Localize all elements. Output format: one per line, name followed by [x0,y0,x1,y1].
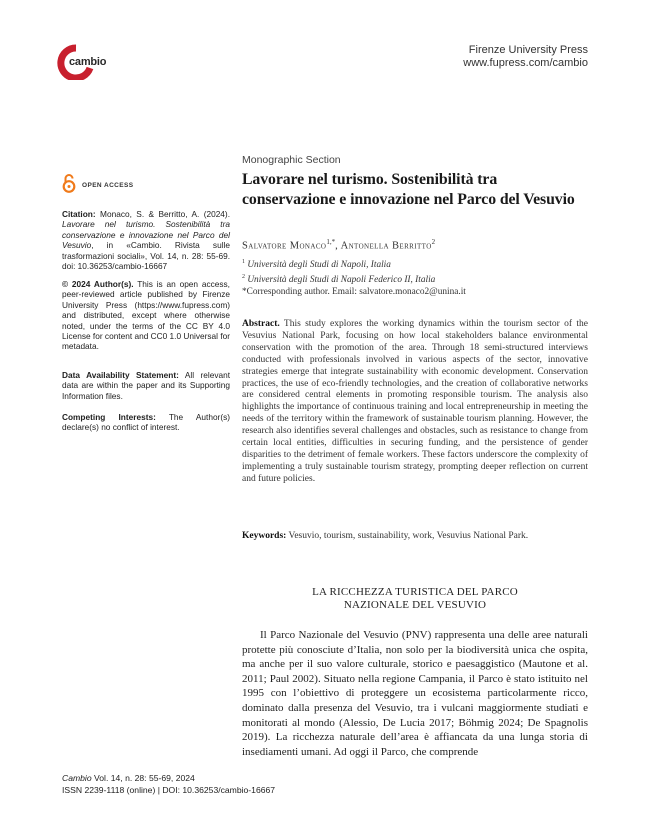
affiliation-2-mark: 2 [242,273,245,280]
competing-interests-text: The Author(s) declare(s) no conflict of interest. [62,412,230,433]
author-1: Salvatore Monaco [242,240,327,252]
open-access-lock-icon [62,173,76,193]
publisher-info [463,44,588,70]
affiliations [242,257,588,298]
competing-interests-block [62,412,230,433]
body-paragraph: Il Parco Nazionale del Vesuvio (PNV) rappresenta una delle aree naturali protette più conosciute d’Italia, non solo per la biodiversità unica che ospita, ma anche per il suo valore culturale, storico e paesaggistico (Mautone et al. 2011; Paul 2002). Situato nella regione Campania, il Parco è stato istituito nel 1995 con l’obiettivo di proteggere un ecosistema particolarmente ricco, dominato dalla presenza del Vesuvio, tra i vulcani maggiormente studiati e monitorati al mondo (Alessio, De Lucia 2017; Böhmig 2024; De Spagnolis 2019). La ricchezza naturale dell’area è affiancata da una lunga storia di insediamenti umani. Ad oggi il Parco, che comprende [242,629,588,758]
section-heading [242,586,588,612]
open-access-badge [62,172,133,194]
abstract-label: Abstract. [242,319,280,329]
corresponding-author: *Corresponding author. Email: salvatore.monaco2@unina.it [242,286,466,297]
section-heading-line-2: NAZIONALE DEL VESUVIO [343,599,487,611]
body-text [242,628,588,759]
citation-authors: Monaco, S. & Berritto, A. (2024). [95,209,230,219]
copyright-label: © 2024 Author(s). [62,279,134,289]
data-availability-block [62,370,230,401]
data-availability-text: All relevant data are within the paper and its Supporting Information files. [62,370,230,401]
author-line [242,238,588,252]
author-2: Antonella Berritto [340,240,432,252]
section-heading-line-1: LA RICCHEZZA TURISTICA DEL PARCO [312,586,518,598]
author-2-affiliation-mark: 2 [431,238,436,246]
keywords-text: Vesuvio, tourism, sustainability, work, Vesuvius National Park. [286,531,529,541]
competing-interests-label: Competing Interests: [62,412,156,422]
citation-label: Citation: [62,209,96,219]
author-separator: , [335,240,341,252]
affiliation-1-text: Università degli Studi di Napoli, Italia [247,260,391,271]
footer [62,773,275,796]
author-1-affiliation-mark: 1,* [326,238,336,246]
footer-volume: Vol. 14, n. 28: 55-69, 2024 [91,773,195,783]
footer-journal-name: Cambio [62,773,92,783]
affiliation-2-text: Università degli Studi di Napoli Federico II, Italia [247,274,436,285]
keywords [242,530,588,542]
cambio-logo [56,44,118,80]
data-availability-label: Data Availability Statement: [62,370,179,380]
footer-journal-line [62,773,275,785]
copyright-block [62,279,230,352]
open-access-label: OPEN ACCESS [82,181,134,189]
affiliation-1-mark: 1 [242,259,245,265]
article-title: Lavorare nel turismo. Sostenibilità tra conservazione e innovazione nel Parco del Vesuvio [242,171,575,208]
citation-rest: , in «Cambio. Rivista sulle trasformazioni sociali», Vol. 14, n. 28: 55-69. doi: 10.36253/cambio-16667 [62,240,230,272]
publisher-name: Firenze University Press [468,44,588,56]
section-label: Monographic Section [242,154,341,166]
abstract-text: This study explores the working dynamics within the tourism sector of the Vesuvius National Park, focusing on how local stakeholders balance environmental conservation with the promotion of the area. Through 18 semi-structured interviews conducted with professionals involved in various aspects of the sector, innovative strategies emerge that integrate sustainability with economic development. Conservation practices, the use of eco-friendly technologies, and the creation of collaborative networks are considered central elements in promoting responsible tourism. The analysis also highlights the importance of continuous training and local entrepreneurship in meeting the needs of the territory within the framework of sustainable tourism planning. However, the research also identifies several challenges and obstacles, such as resistance to change from certain local entities, difficulties in securing funding, and the persistence of gender disparities to the detriment of female workers. These factors underscore the complexity of implementing a truly sustainable tourism strategy, prompting deeper reflection on current and future policies. [242,319,588,484]
abstract [242,319,588,486]
affiliation-1 [242,257,588,272]
footer-issn-doi: ISSN 2239-1118 (online) | DOI: 10.36253/cambio-16667 [62,784,276,795]
publisher-url[interactable]: www.fupress.com/cambio [463,57,588,69]
citation-block [62,209,230,271]
keywords-label: Keywords: [242,531,287,541]
copyright-text: This is an open access, peer-reviewed article published by Firenze University Press (https://www.fupress.com) and distributed, except where otherwise noted, under the terms of the CC BY 4.0 License for content and CC0 1.0 Universal for metadata. [62,279,230,352]
citation-title: Lavorare nel turismo. Sostenibilità tra conservazione e innovazione nel Parco del Vesuvio [62,219,230,251]
affiliation-2 [242,272,588,287]
logo-text: cambio [69,56,107,68]
